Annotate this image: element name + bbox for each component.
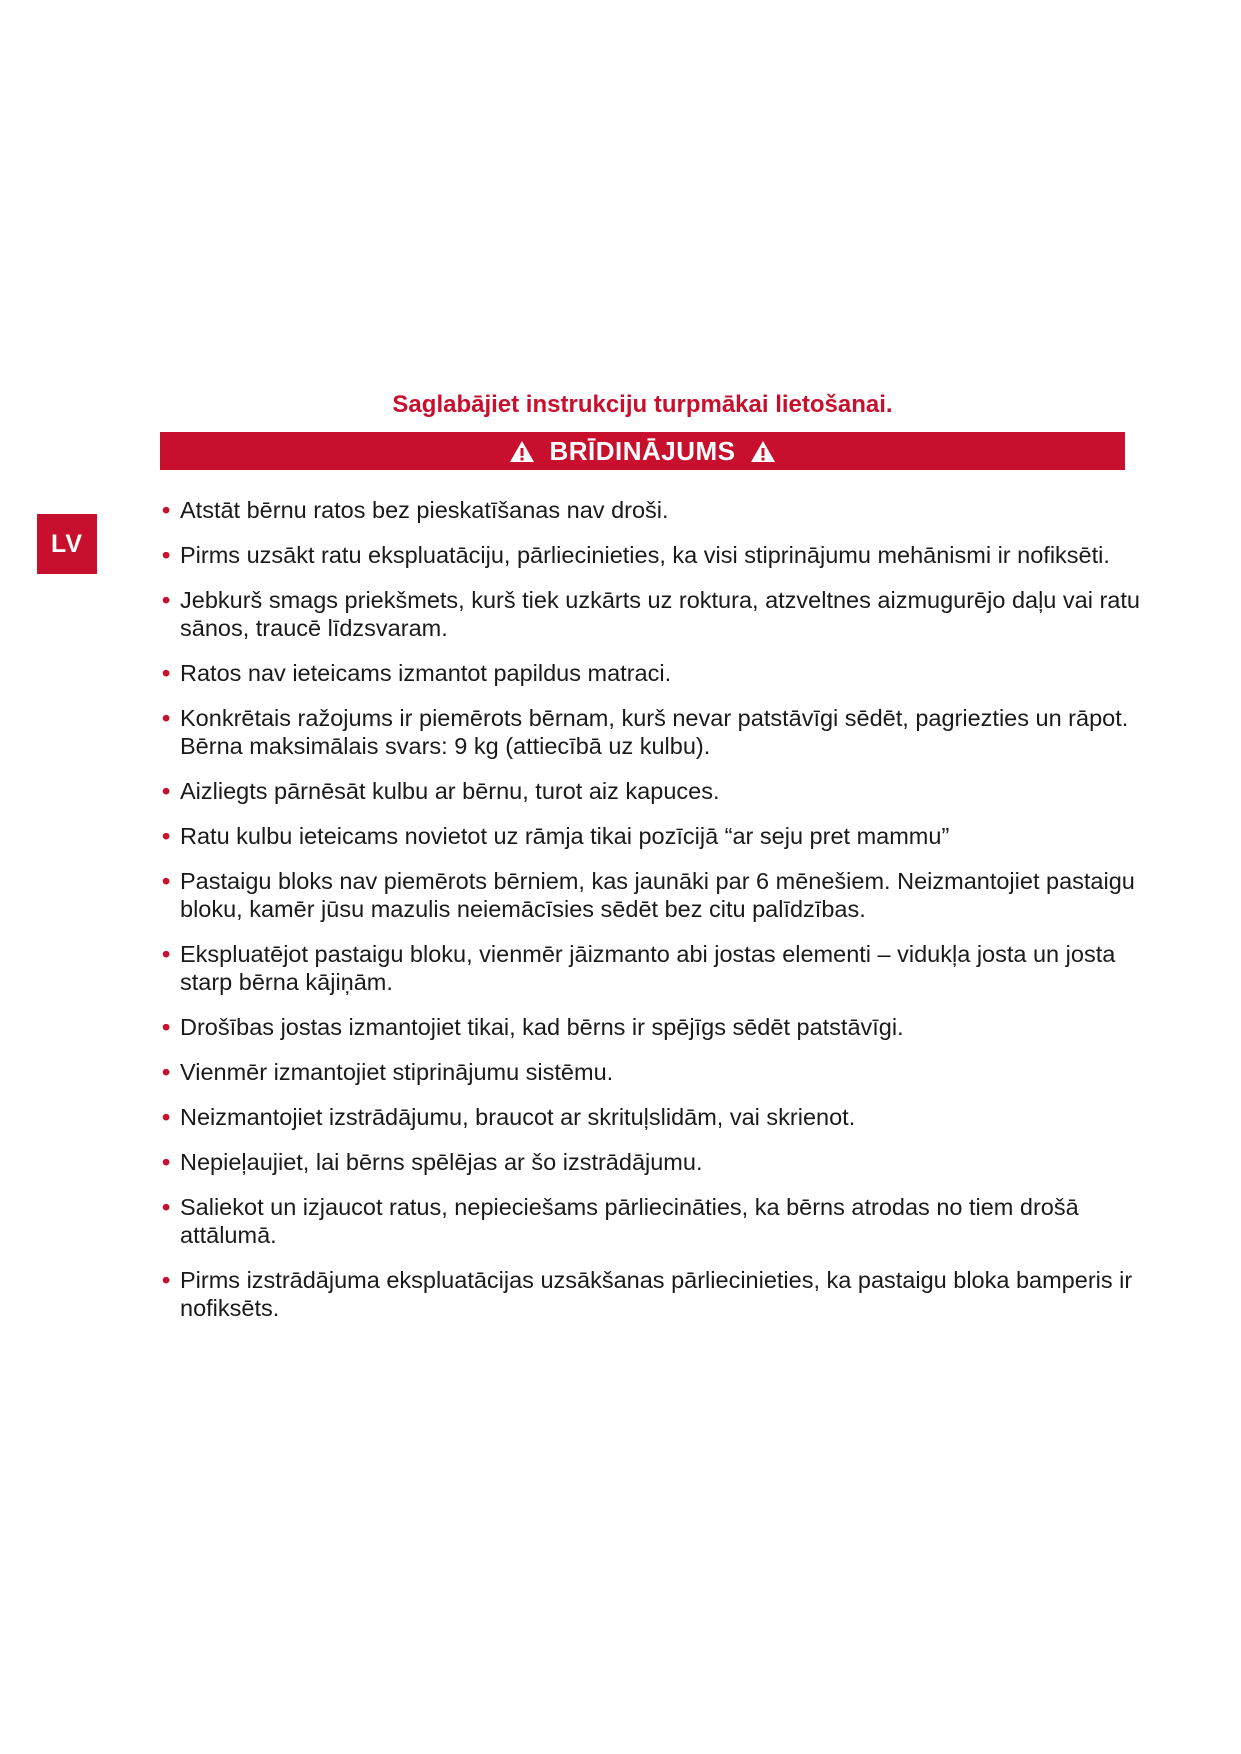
save-instructions-note: Saglabājiet instrukciju turpmākai lietošanai. (392, 391, 893, 418)
bullet-dot: • (162, 941, 171, 967)
warning-text: Drošības jostas izmantojiet tikai, kad bērns ir spējīgs sēdēt patstāvīgi. (180, 1014, 904, 1040)
bullet-dot: • (162, 1194, 171, 1220)
warning-item (160, 1266, 1145, 1322)
warning-text: Konkrētais ražojums ir piemērots bērnam, kurš nevar patstāvīgi sēdēt, pagriezties un rāpot. Bērna maksimālais svars: 9 kg (attiecībā uz kulbu). (180, 705, 1129, 759)
warning-list (160, 496, 1145, 1339)
warning-triangle-icon (509, 440, 535, 463)
warning-text: Pirms izstrādājuma ekspluatācijas uzsākšanas pārliecinieties, ka pastaigu bloka bamperis ir nofiksēts. (180, 1267, 1133, 1321)
warning-item (160, 704, 1145, 760)
warning-item (160, 867, 1145, 923)
language-tab: LV (37, 514, 97, 574)
warning-text: Atstāt bērnu ratos bez pieskatīšanas nav droši. (180, 497, 669, 523)
bullet-dot: • (162, 497, 171, 523)
warning-item (160, 940, 1145, 996)
bullet-dot: • (162, 542, 171, 568)
warning-item (160, 777, 1145, 805)
bullet-dot: • (162, 705, 171, 731)
bullet-dot: • (162, 778, 171, 804)
bullet-dot: • (162, 1149, 171, 1175)
warning-item (160, 541, 1145, 569)
bullet-dot: • (162, 587, 171, 613)
warning-text: Aizliegts pārnēsāt kulbu ar bērnu, turot aiz kapuces. (180, 778, 720, 804)
warning-item (160, 659, 1145, 687)
warning-item (160, 1148, 1145, 1176)
warning-header-title: BRĪDINĀJUMS (549, 435, 736, 466)
warning-text: Ratos nav ieteicams izmantot papildus matraci. (180, 660, 672, 686)
bullet-dot: • (162, 1059, 171, 1085)
bullet-dot: • (162, 823, 171, 849)
warning-header-bar (160, 432, 1125, 470)
warning-text: Jebkurš smags priekšmets, kurš tiek uzkārts uz roktura, atzveltnes aizmugurējo daļu vai ratu sānos, traucē līdzsvaram. (180, 587, 1140, 641)
warning-item (160, 1193, 1145, 1249)
warning-text: Pirms uzsākt ratu ekspluatāciju, pārliecinieties, ka visi stiprinājumu mehānismi ir nofiksēti. (180, 542, 1110, 568)
warning-item (160, 1013, 1145, 1041)
warning-text: Ekspluatējot pastaigu bloku, vienmēr jāizmanto abi jostas elementi – vidukļa josta un josta starp bērna kājiņām. (180, 941, 1116, 995)
warning-text: Saliekot un izjaucot ratus, nepieciešams pārliecināties, ka bērns atrodas no tiem drošā attālumā. (180, 1194, 1079, 1248)
bullet-dot: • (162, 1267, 171, 1293)
warning-item (160, 1058, 1145, 1086)
warning-text: Neizmantojiet izstrādājumu, braucot ar skrituļslidām, vai skrienot. (180, 1104, 856, 1130)
warning-item (160, 586, 1145, 642)
warning-text: Nepieļaujiet, lai bērns spēlējas ar šo izstrādājumu. (180, 1149, 703, 1175)
warning-triangle-icon (750, 440, 776, 463)
warning-text: Vienmēr izmantojiet stiprinājumu sistēmu. (180, 1059, 614, 1085)
bullet-dot: • (162, 1014, 171, 1040)
warning-item (160, 496, 1145, 524)
warning-item (160, 1103, 1145, 1131)
warning-text: Ratu kulbu ieteicams novietot uz rāmja tikai pozīcijā “ar seju pret mammu” (180, 823, 950, 849)
warning-text: Pastaigu bloks nav piemērots bērniem, kas jaunāki par 6 mēnešiem. Neizmantojiet pastaigu bloku, kamēr jūsu mazulis neiemācīsies sēdēt bez citu palīdzības. (180, 868, 1135, 922)
warning-item (160, 822, 1145, 850)
bullet-dot: • (162, 660, 171, 686)
bullet-dot: • (162, 1104, 171, 1130)
bullet-dot: • (162, 868, 171, 894)
